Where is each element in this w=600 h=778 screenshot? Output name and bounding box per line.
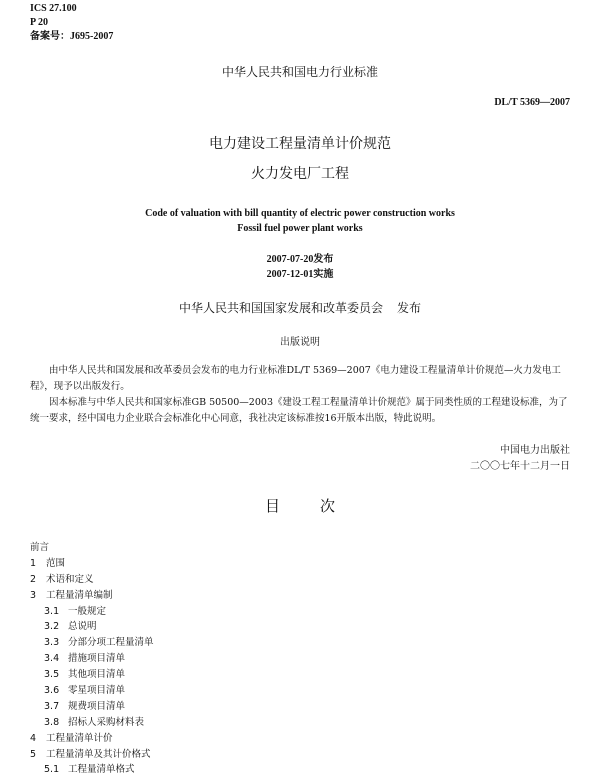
- dates-block: [0, 252, 600, 282]
- issuer-line: [0, 299, 600, 316]
- toc-item[interactable]: [30, 588, 154, 604]
- document-meta: [30, 2, 113, 44]
- record-number: 备案号：J695-2007: [30, 31, 114, 42]
- toc-item[interactable]: [30, 699, 154, 715]
- toc-item[interactable]: [30, 572, 154, 588]
- issuing-org-header: 中华人民共和国电力行业标准: [221, 65, 378, 79]
- toc-item-label: 工程量清单计价: [46, 732, 113, 744]
- effective-date: 2007-12-01实施: [266, 269, 334, 280]
- document-subtitle: 火力发电厂工程: [251, 166, 349, 182]
- toc-item[interactable]: [30, 667, 154, 683]
- publisher-name: 中国电力出版社: [500, 445, 570, 456]
- toc-item[interactable]: [30, 715, 154, 731]
- toc-item[interactable]: [30, 762, 154, 778]
- toc-item[interactable]: [30, 747, 154, 763]
- toc-item-label: 总说明: [68, 621, 97, 633]
- toc-item-number: 3.5: [44, 669, 60, 681]
- toc-item-label: 其他项目清单: [68, 669, 126, 681]
- toc-item-label: 工程量清单编制: [46, 589, 113, 601]
- toc-item[interactable]: [30, 619, 154, 635]
- publication-date: 二〇〇七年十二月一日: [470, 461, 570, 472]
- toc-item-label: 零星项目清单: [68, 685, 126, 697]
- toc-item-number: 2: [30, 573, 37, 585]
- toc-item[interactable]: [30, 651, 154, 667]
- toc-title-char-2: 次: [320, 497, 336, 515]
- english-title-line2: Fossil fuel power plant works: [237, 223, 363, 234]
- toc-item[interactable]: [30, 635, 154, 651]
- issue-date: 2007-07-20发布: [266, 254, 334, 265]
- toc-item[interactable]: [30, 540, 154, 556]
- toc-item-label: 术语和定义: [46, 573, 94, 585]
- toc-item-label: 一般规定: [68, 605, 107, 617]
- toc-item-number: 5: [30, 748, 37, 760]
- toc-item-label: 分部分项工程量清单: [68, 637, 154, 649]
- toc-item-label: 工程量清单格式: [68, 764, 135, 776]
- toc-item-number: 3.2: [44, 621, 60, 633]
- toc-title: [0, 495, 600, 516]
- document-title: 电力建设工程量清单计价规范: [209, 136, 391, 152]
- issuer-name: 中华人民共和国国家发展和改革委员会: [178, 301, 383, 315]
- category-code: P 20: [30, 17, 49, 28]
- toc-item-label: 规费项目清单: [68, 700, 126, 712]
- publisher-block: [470, 443, 570, 475]
- english-title-line1: Code of valuation with bill quantity of electric power construction works: [145, 208, 455, 219]
- toc-item[interactable]: [30, 683, 154, 699]
- toc-item[interactable]: [30, 604, 154, 620]
- toc-item-label: 工程量清单及其计价格式: [46, 748, 151, 760]
- ics-code: ICS 27.100: [30, 3, 77, 14]
- toc-item-label: 前言: [30, 542, 50, 553]
- toc-item-label: 招标人采购材料表: [68, 716, 145, 728]
- toc-item-number: 5.1: [44, 764, 60, 776]
- toc-item-label: 范围: [46, 557, 66, 569]
- toc-item-number: 1: [30, 557, 37, 569]
- toc-title-char-1: 目: [264, 497, 280, 515]
- toc-item-number: 3.1: [44, 605, 60, 617]
- english-title: [0, 206, 600, 236]
- publication-note-paragraph-1: 由中华人民共和国发展和改革委员会发布的电力行业标准DL/T 5369—2007《电力建设工程量清单计价规范—火力发电工程》，现予以出版发行。: [30, 365, 561, 392]
- toc-item-number: 4: [30, 732, 37, 744]
- toc-item-number: 3: [30, 589, 37, 601]
- toc-item[interactable]: [30, 731, 154, 747]
- toc-item-label: 措施项目清单: [68, 653, 126, 665]
- publication-note-paragraph-2: 因本标准与中华人民共和国家标准GB 50500—2003《建设工程工程量清单计价规范》属于同类性质的工程建设标准，为了统一要求，经中国电力企业联合会标准化中心同意，我社决定该标准按16开版本出版，特此说明。: [30, 397, 568, 424]
- toc-item-number: 3.4: [44, 653, 60, 665]
- standard-number: DL/T 5369—2007: [494, 97, 570, 108]
- toc-item-number: 3.8: [44, 716, 60, 728]
- table-of-contents: [30, 540, 154, 778]
- toc-item-number: 3.3: [44, 637, 60, 649]
- publication-note-title: 出版说明: [280, 337, 320, 348]
- issuer-action: 发布: [397, 301, 422, 315]
- toc-item-number: 3.7: [44, 700, 60, 712]
- toc-item-number: 3.6: [44, 685, 60, 697]
- toc-item[interactable]: [30, 556, 154, 572]
